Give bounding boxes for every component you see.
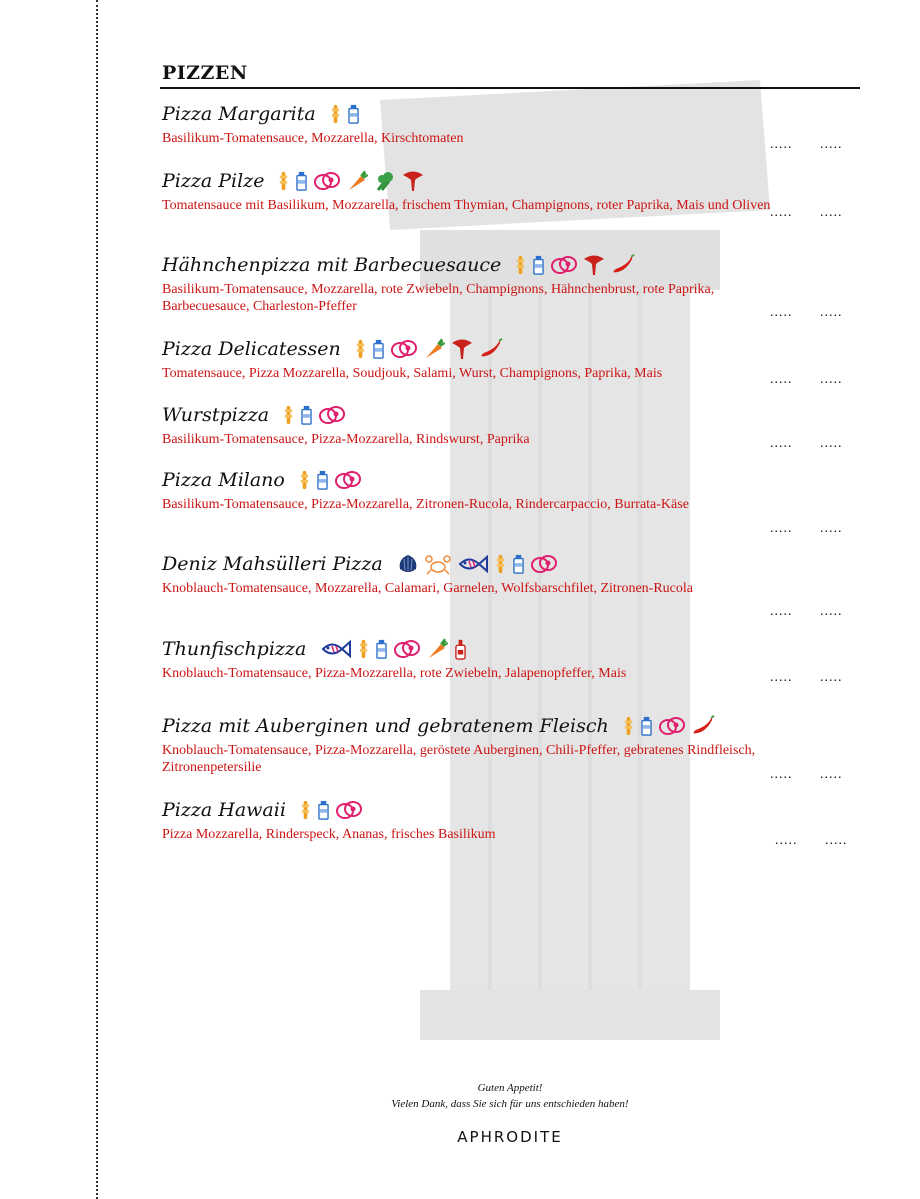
price-placeholder: ..... ..... (770, 670, 843, 685)
wheat-icon (330, 104, 341, 124)
wheat-icon (358, 639, 369, 659)
sauce-bottle-icon (454, 638, 467, 660)
item-description: Knoblauch-Tomatensauce, Pizza-Mozzarella, geröstete Auberginen, Chili-Pfeffer, gebratenes Rindfleisch, Zitronenpetersilie (162, 743, 756, 775)
meat-icon (336, 800, 362, 820)
item-name: Hähnchenpizza mit Barbecuesauce (162, 254, 502, 276)
milk-icon (295, 171, 308, 191)
milk-icon (317, 800, 330, 820)
item-description: Tomatensauce mit Basilikum, Mozzarella, frischem Thymian, Champignons, roter Paprika, Mais und Oliven (162, 198, 771, 213)
item-description: Basilikum-Tomatensauce, Mozzarella, Kirschtomaten (162, 131, 464, 146)
chili-icon (611, 254, 635, 276)
price-placeholder: ..... ..... (770, 521, 843, 536)
price-placeholder: ..... ..... (770, 436, 843, 451)
menu-item (162, 335, 802, 382)
meat-icon (659, 716, 685, 736)
brand-logo-text: APHRODITE (457, 1128, 563, 1146)
menu-item (162, 401, 802, 448)
price-placeholder: ..... ..... (770, 604, 843, 619)
meat-icon (314, 171, 340, 191)
price-placeholder: ..... ..... (770, 305, 843, 320)
milk-icon (640, 716, 653, 736)
item-name: Deniz Mahsülleri Pizza (162, 553, 383, 575)
menu-item (162, 712, 802, 776)
perforation-line (96, 0, 98, 1199)
menu-item (162, 466, 802, 513)
wheat-icon (299, 470, 310, 490)
price-placeholder: ..... ..... (770, 372, 843, 387)
footer-greeting: Guten Appetit! (477, 1082, 543, 1094)
item-description: Pizza Mozzarella, Rinderspeck, Ananas, frisches Basilikum (162, 827, 496, 842)
item-name: Pizza Hawaii (162, 799, 286, 821)
fish-icon (320, 638, 352, 660)
milk-icon (512, 554, 525, 574)
fish-icon (457, 553, 489, 575)
carrot-icon (426, 638, 448, 660)
item-description: Basilikum-Tomatensauce, Pizza-Mozzarella, Rindswurst, Paprika (162, 432, 530, 447)
section-rule (160, 87, 860, 89)
price-placeholder: ..... ..... (770, 137, 843, 152)
milk-icon (300, 405, 313, 425)
carrot-icon (423, 338, 445, 360)
wheat-icon (623, 716, 634, 736)
meat-icon (531, 554, 557, 574)
menu-item (162, 100, 802, 147)
item-description: Tomatensauce, Pizza Mozzarella, Soudjouk, Salami, Wurst, Champignons, Paprika, Mais (162, 366, 663, 381)
item-name: Pizza Delicatessen (162, 338, 341, 360)
item-description: Knoblauch-Tomatensauce, Pizza-Mozzarella, rote Zwiebeln, Jalapenopfeffer, Mais (162, 666, 627, 681)
crab-icon (425, 553, 451, 575)
footer-thanks: Vielen Dank, dass Sie sich für uns entschieden haben! (391, 1098, 629, 1110)
chili-icon (691, 715, 715, 737)
item-name: Pizza Margarita (162, 103, 316, 125)
item-name: Wurstpizza (162, 404, 270, 426)
wheat-icon (283, 405, 294, 425)
wheat-icon (300, 800, 311, 820)
meat-icon (319, 405, 345, 425)
item-name: Thunfischpizza (162, 638, 307, 660)
meat-icon (551, 255, 577, 275)
wheat-icon (278, 171, 289, 191)
mushroom-icon (402, 170, 424, 192)
carrot-icon (346, 170, 368, 192)
mushroom-icon (451, 338, 473, 360)
meat-icon (335, 470, 361, 490)
price-placeholder: ..... ..... (770, 205, 843, 220)
menu-item (162, 167, 802, 214)
menu-item (162, 251, 802, 315)
milk-icon (532, 255, 545, 275)
menu-item (162, 635, 802, 682)
item-description: Basilikum-Tomatensauce, Mozzarella, rote Zwiebeln, Champignons, Hähnchenbrust, rote Paprika, Barbecuesauce, Charleston-Pfeffer (162, 282, 715, 314)
item-description: Knoblauch-Tomatensauce, Mozzarella, Calamari, Garnelen, Wolfsbarschfilet, Zitronen-Rucola (162, 581, 693, 596)
meat-icon (394, 639, 420, 659)
menu-item (162, 550, 802, 597)
wheat-icon (495, 554, 506, 574)
item-name: Pizza mit Auberginen und gebratenem Fleisch (162, 715, 609, 737)
item-name: Pizza Pilze (162, 170, 265, 192)
milk-icon (347, 104, 360, 124)
milk-icon (316, 470, 329, 490)
chili-icon (479, 338, 503, 360)
price-placeholder: ..... ..... (775, 833, 848, 848)
menu-item (162, 796, 802, 843)
milk-icon (372, 339, 385, 359)
item-name: Pizza Milano (162, 469, 285, 491)
mussel-icon (397, 553, 419, 575)
milk-icon (375, 639, 388, 659)
item-description: Basilikum-Tomatensauce, Pizza-Mozzarella, Zitronen-Rucola, Rindercarpaccio, Burrata-Käse (162, 497, 689, 512)
section-title: PIZZEN (162, 62, 248, 84)
celery-icon (374, 170, 396, 192)
mushroom-icon (583, 254, 605, 276)
meat-icon (391, 339, 417, 359)
wheat-icon (515, 255, 526, 275)
wheat-icon (355, 339, 366, 359)
price-placeholder: ..... ..... (770, 767, 843, 782)
